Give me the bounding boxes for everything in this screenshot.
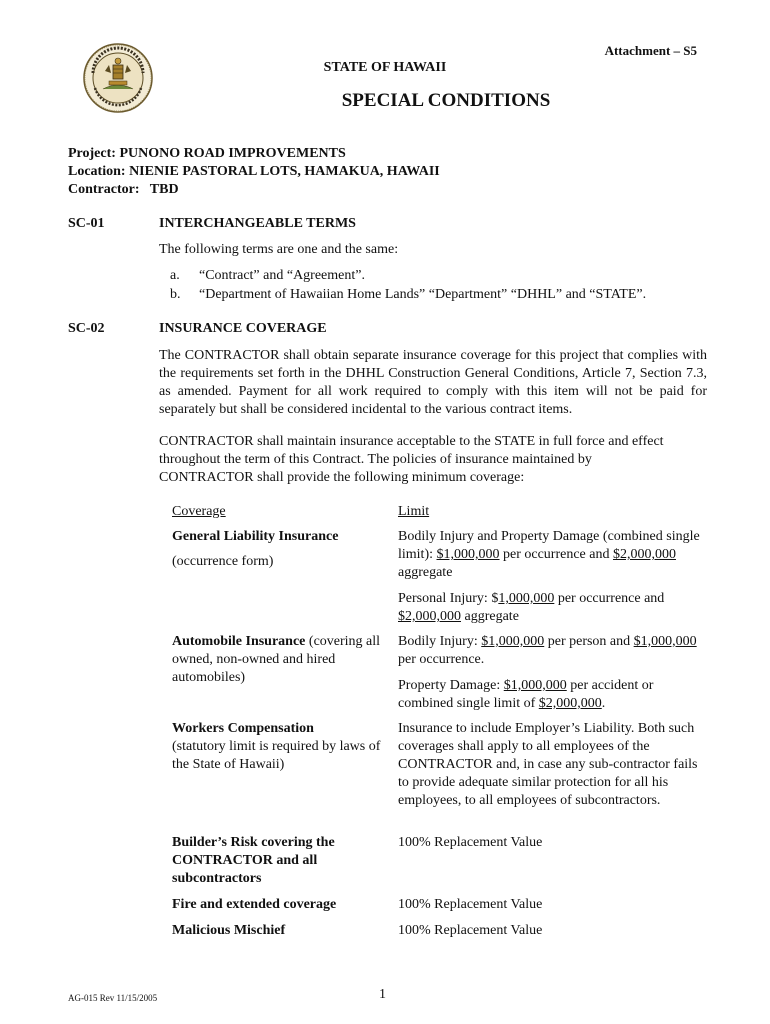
page-title: SPECIAL CONDITIONS xyxy=(341,90,551,111)
sc01-item-a: “Contract” and “Agreement”. xyxy=(199,268,365,283)
workers-coverage-note: (statutory limit is required by laws of the State of Hawaii) xyxy=(172,739,381,772)
sc01-item-b-marker: b. xyxy=(170,287,181,302)
gl-coverage-note: (occurrence form) xyxy=(172,554,274,569)
gl-limit-2: Personal Injury: $1,000,000 per occurrence and $2,000,000 aggregate xyxy=(398,591,665,624)
sc02-paragraph-1: The CONTRACTOR shall obtain separate insurance coverage for this project that complies with the requirements set forth in the DHHL Construction General Conditions, Article 7, Section 7.3, as amended. Payment for all work required to comply with this item will not be paid for separately but shall be considered incidental to the various contract items. xyxy=(159,348,707,417)
fire-coverage-title: Fire and extended coverage xyxy=(172,897,337,912)
sc02-paragraph-2: CONTRACTOR shall maintain insurance acceptable to the STATE in full force and effect throughout the term of this Contract. The policies of insurance maintained by CONTRACTOR shall provide the following minimum coverage: xyxy=(159,434,664,485)
project-value: PUNONO ROAD IMPROVEMENTS xyxy=(119,146,346,161)
gl-limit-1: Bodily Injury and Property Damage (combined single limit): $1,000,000 per occurrence and $2,000,000 aggregate xyxy=(398,529,700,580)
project-label: Project: xyxy=(68,146,116,161)
sc02-number: SC-02 xyxy=(68,321,105,336)
attachment-label: Attachment – S5 xyxy=(604,43,697,58)
auto-coverage-note: (covering all owned, non-owned and hired automobiles) xyxy=(172,634,381,685)
builders-risk-title: Builder’s Risk covering the CONTRACTOR and all subcontractors xyxy=(172,835,335,886)
state-heading: STATE OF HAWAII xyxy=(323,60,447,75)
gl-coverage-title: General Liability Insurance xyxy=(172,529,339,544)
auto-limit-2: Property Damage: $1,000,000 per accident or combined single limit of $2,000,000. xyxy=(398,678,654,711)
sc02-heading: INSURANCE COVERAGE xyxy=(159,321,327,336)
workers-limit: Insurance to include Employer’s Liability. Both such coverages shall apply to all employees of the CONTRACTOR and, in case any sub-contractor fails to provide adequate similar protection for all his employees, to all employees of subcontractors. xyxy=(398,721,698,808)
location-value: NIENIE PASTORAL LOTS, HAMAKUA, HAWAII xyxy=(129,164,440,179)
auto-limit-1: Bodily Injury: $1,000,000 per person and $1,000,000 per occurrence. xyxy=(398,634,697,667)
malicious-mischief-limit: 100% Replacement Value xyxy=(398,923,543,938)
sc01-item-a-marker: a. xyxy=(170,268,180,283)
limit-column-header: Limit xyxy=(398,504,430,519)
auto-coverage-title: Automobile Insurance xyxy=(172,634,306,649)
page-number: 1 xyxy=(379,987,386,1002)
sc01-number: SC-01 xyxy=(68,216,105,231)
builders-risk-limit: 100% Replacement Value xyxy=(398,835,543,850)
coverage-column-header: Coverage xyxy=(172,504,226,519)
contractor-label: Contractor: xyxy=(68,182,140,197)
sc01-intro: The following terms are one and the same: xyxy=(159,242,399,257)
contractor-value: TBD xyxy=(149,182,179,197)
sc01-item-b: “Department of Hawaiian Home Lands” “Department” “DHHL” and “STATE”. xyxy=(199,287,647,302)
auto-coverage xyxy=(172,633,384,687)
workers-coverage-title: Workers Compensation xyxy=(172,721,314,736)
project-block xyxy=(68,145,440,199)
sc01-heading: INTERCHANGEABLE TERMS xyxy=(159,216,356,231)
fire-coverage-limit: 100% Replacement Value xyxy=(398,897,543,912)
location-label: Location: xyxy=(68,164,126,179)
malicious-mischief-title: Malicious Mischief xyxy=(172,923,286,938)
form-revision: AG-015 Rev 11/15/2005 xyxy=(68,993,158,1003)
